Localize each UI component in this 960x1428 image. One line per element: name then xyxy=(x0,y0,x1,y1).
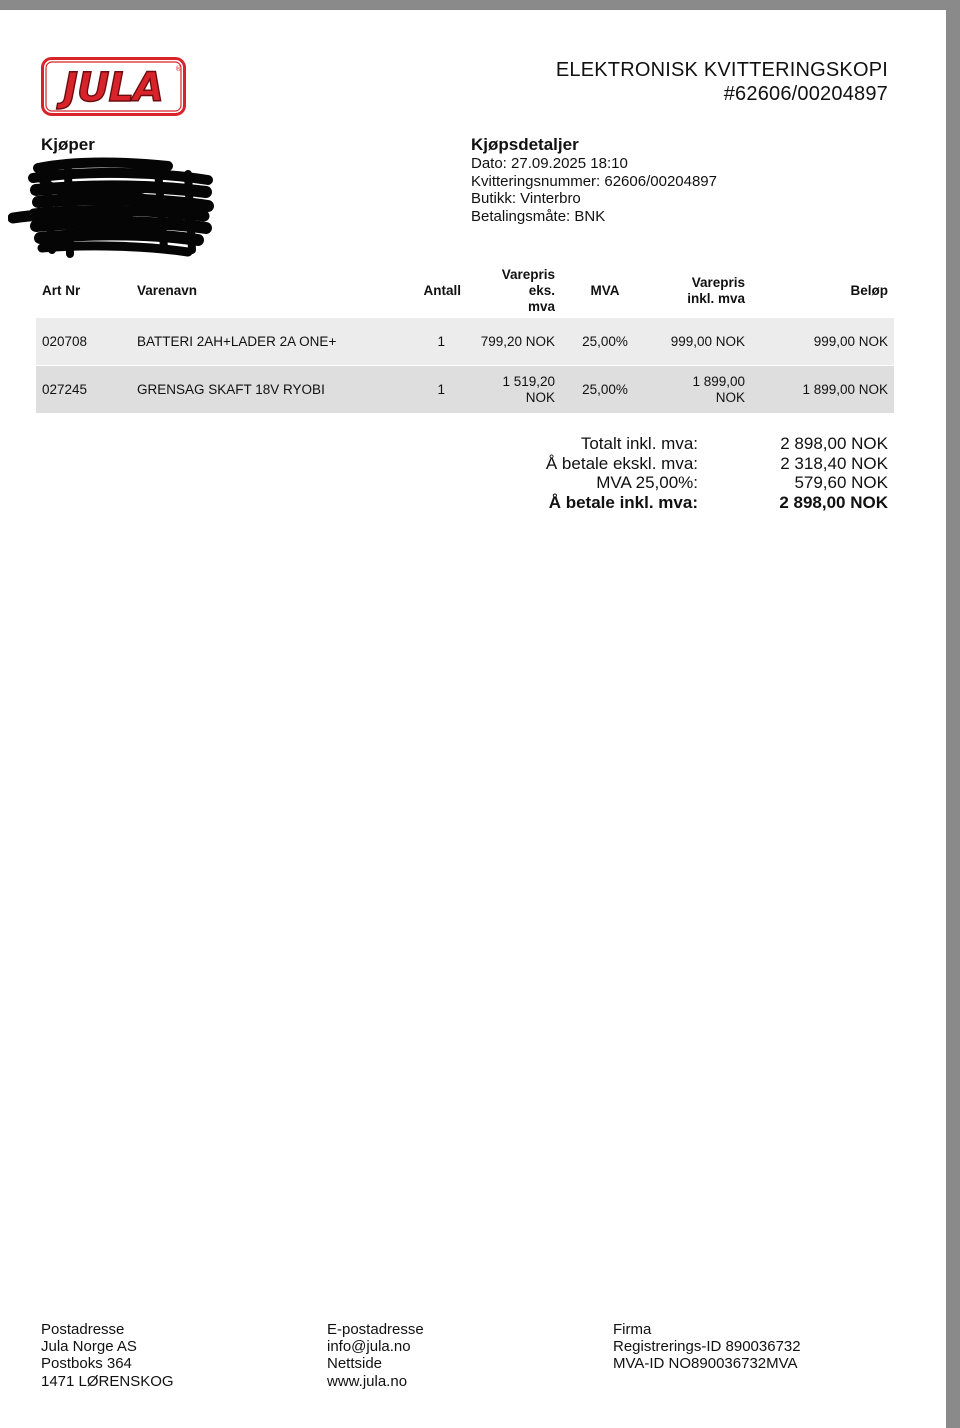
cell-pris-inkl-line1: 999,00 NOK xyxy=(670,333,745,349)
cell-antall: 1 xyxy=(371,366,467,414)
detail-payment-method: Betalingsmåte: BNK xyxy=(471,207,606,225)
detail-date: Dato: 27.09.2025 18:10 xyxy=(471,155,628,172)
total-label: MVA 25,00%: xyxy=(596,473,698,493)
total-value: 579,60 NOK xyxy=(794,473,888,493)
table-row xyxy=(36,318,894,366)
cell-mva: 25,00% xyxy=(561,366,649,414)
redaction-scribble xyxy=(8,150,218,270)
total-row xyxy=(398,473,888,493)
detail-receipt-number: Kvitteringsnummer: 62606/00204897 xyxy=(471,172,717,190)
jula-logo xyxy=(41,57,186,116)
cell-pris-inkl xyxy=(649,318,751,366)
document-title: ELEKTRONISK KVITTERINGSKOPI xyxy=(555,59,888,81)
col-varenavn: Varenavn xyxy=(137,283,198,298)
total-value: 2 318,40 NOK xyxy=(780,453,888,473)
cell-pris-inkl-line1: 1 899,00 xyxy=(692,373,745,389)
purchase-details xyxy=(471,135,717,225)
footer-company-heading: Firma xyxy=(613,1321,652,1338)
cell-pris-inkl-line2: NOK xyxy=(715,389,745,405)
cell-pris-eks xyxy=(467,318,561,366)
cell-belop: 1 899,00 NOK xyxy=(751,366,894,414)
cell-antall: 1 xyxy=(371,318,467,366)
footer-email-heading: E-postadresse xyxy=(327,1321,424,1338)
footer-vat-id: MVA-ID NO890036732MVA xyxy=(613,1355,798,1373)
footer-company xyxy=(613,1321,801,1373)
footer-email-link[interactable]: info@jula.no xyxy=(327,1338,411,1356)
total-value: 2 898,00 NOK xyxy=(779,492,888,512)
svg-text:®: ® xyxy=(175,65,182,73)
cell-pris-eks xyxy=(467,366,561,414)
cell-varenavn: GRENSAG SKAFT 18V RYOBI xyxy=(131,366,371,414)
total-row xyxy=(398,434,888,454)
total-value: 2 898,00 NOK xyxy=(780,434,888,453)
footer-postal xyxy=(41,1321,174,1390)
footer-website-heading: Nettside xyxy=(327,1355,383,1373)
cell-art-nr: 027245 xyxy=(36,366,131,414)
items-table xyxy=(36,265,894,413)
col-varepris-inkl-line2: inkl. mva xyxy=(687,291,745,306)
footer-website-link[interactable]: www.jula.no xyxy=(327,1372,408,1390)
detail-store: Butikk: Vinterbro xyxy=(471,190,581,207)
table-header-row xyxy=(36,265,894,318)
footer-registration-id: Registrerings-ID 890036732 xyxy=(613,1338,801,1356)
col-varepris-inkl-line1: Varepris xyxy=(691,275,745,290)
col-mva: MVA xyxy=(590,283,620,298)
total-label: Å betale inkl. mva: xyxy=(548,492,698,512)
total-label: Å betale ekskl. mva: xyxy=(545,453,698,473)
col-varepris-inkl xyxy=(649,265,751,318)
cell-art-nr: 020708 xyxy=(36,318,131,366)
table-row xyxy=(36,366,894,414)
cell-belop: 999,00 NOK xyxy=(751,318,894,366)
receipt-reference: #62606/00204897 xyxy=(723,83,888,105)
col-belop: Beløp xyxy=(850,283,888,298)
totals-block xyxy=(398,434,888,512)
cell-pris-inkl xyxy=(649,366,751,414)
cell-pris-eks-line1: 1 519,20 xyxy=(502,373,555,389)
cell-pris-eks-line1: 799,20 NOK xyxy=(480,333,555,349)
col-antall: Antall xyxy=(423,283,461,298)
col-varepris-eks-line2: mva xyxy=(527,299,555,314)
footer-postal-heading: Postadresse xyxy=(41,1321,125,1338)
cell-pris-eks-line2: NOK xyxy=(525,389,555,405)
total-row-amount-due xyxy=(398,493,888,513)
buyer-heading: Kjøper xyxy=(41,135,95,154)
purchase-details-heading: Kjøpsdetaljer xyxy=(471,135,579,154)
col-varepris-eks-line1: Varepris eks. xyxy=(501,267,555,298)
cell-varenavn: BATTERI 2AH+LADER 2A ONE+ xyxy=(131,318,371,366)
cell-mva: 25,00% xyxy=(561,318,649,366)
col-varepris-eks xyxy=(467,265,561,318)
footer-postal-line: Postboks 364 xyxy=(41,1355,132,1373)
total-label: Totalt inkl. mva: xyxy=(580,434,698,453)
footer-contact xyxy=(327,1321,424,1390)
document-title-block xyxy=(556,58,888,106)
receipt-page xyxy=(0,10,946,1428)
footer-postal-line: Jula Norge AS xyxy=(41,1338,137,1356)
col-art-nr: Art Nr xyxy=(42,283,81,298)
logo-text: JULA xyxy=(63,65,163,111)
total-row xyxy=(398,454,888,474)
footer-postal-line: 1471 LØRENSKOG xyxy=(41,1372,174,1390)
